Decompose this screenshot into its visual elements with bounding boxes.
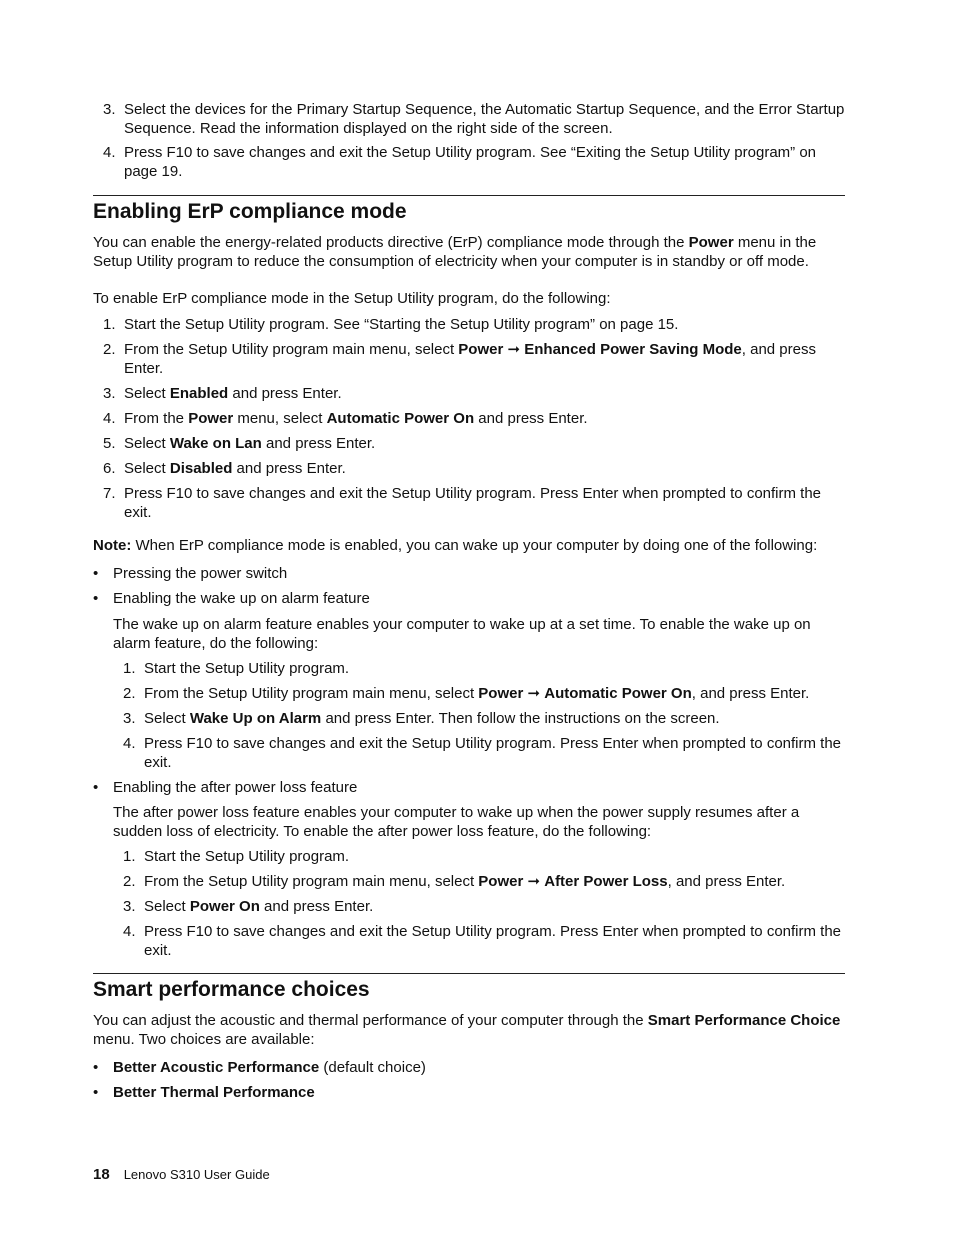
list-item: 4. Press F10 to save changes and exit the Setup Utility program. See “Exiting the Setup Utility program” on page 19. <box>103 144 817 180</box>
list-item: 5. Select Wake on Lan and press Enter. <box>103 435 376 452</box>
power-loss-section <box>93 803 845 960</box>
list-item-text: Press F10 to save changes and exit the Setup Utility program. See “Exiting the Setup Utility program” on page 19. <box>124 144 817 180</box>
section-divider <box>93 195 845 196</box>
arrow-icon: ➞ <box>527 685 541 702</box>
list-item: 3. Select Power On and press Enter. <box>123 898 374 915</box>
page-footer <box>93 1166 270 1183</box>
bullet-item: • Pressing the power switch <box>93 565 288 582</box>
document-page <box>93 100 845 1102</box>
bullet-icon: • <box>93 1059 99 1076</box>
bullet-item: • Better Thermal Performance <box>93 1084 315 1101</box>
list-item: 2. From the Setup Utility program main menu, select Power ➞ Automatic Power On, and press Enter. <box>123 685 810 702</box>
list-item: 2. From the Setup Utility program main menu, select Power ➞ After Power Loss, and press Enter. <box>123 873 786 890</box>
list-item: 3. Select the devices for the Primary Startup Sequence, the Automatic Startup Sequence, and the Error Startup Sequence. Read the information displayed on the right side of the screen. <box>103 101 845 137</box>
list-item: 1. Start the Setup Utility program. <box>123 848 350 865</box>
arrow-icon: ➞ <box>527 873 541 890</box>
section-divider <box>93 973 845 974</box>
smart-intro: You can adjust the acoustic and thermal performance of your computer through the Smart Performance Choice menu. Two choices are available: <box>93 1012 841 1048</box>
erp-intro: You can enable the energy-related products directive (ErP) compliance mode through the Power menu in the Setup Utility program to reduce the consumption of electricity when your computer is in standby or off mode. <box>93 234 817 270</box>
section-heading-smart: Smart performance choices <box>93 978 370 1001</box>
list-item: 1. Start the Setup Utility program. See “Starting the Setup Utility program” on page 15. <box>103 316 679 333</box>
note: Note: When ErP compliance mode is enabled, you can wake up your computer by doing one of the following: <box>93 537 818 554</box>
power-loss-description: The after power loss feature enables your computer to wake up when the power supply resumes after a sudden loss of electricity. To enable the after power loss feature, do the following: <box>113 804 800 840</box>
bullet-icon: • <box>93 565 99 582</box>
list-item: 1. Start the Setup Utility program. <box>123 660 350 677</box>
page-number: 18 <box>93 1166 110 1183</box>
alarm-description: The wake up on alarm feature enables your computer to wake up at a set time. To enable the wake up on alarm feature, do the following: <box>113 616 811 652</box>
bullet-icon: • <box>93 779 99 796</box>
list-item: 6. Select Disabled and press Enter. <box>103 460 346 477</box>
bullet-icon: • <box>93 1084 99 1101</box>
list-item: 4. Press F10 to save changes and exit the Setup Utility program. Press Enter when prompted to confirm the exit. <box>123 735 842 771</box>
list-item: 3. Select Wake Up on Alarm and press Enter. Then follow the instructions on the screen. <box>123 710 720 727</box>
alarm-section <box>93 615 845 772</box>
bullet-item: • Enabling the wake up on alarm feature <box>93 590 370 607</box>
footer-title: Lenovo S310 User Guide <box>123 1167 270 1182</box>
bullet-icon: • <box>93 590 99 607</box>
section-heading-erp: Enabling ErP compliance mode <box>93 200 407 223</box>
list-item: 4. From the Power menu, select Automatic Power On and press Enter. <box>103 410 588 427</box>
erp-lead: To enable ErP compliance mode in the Setup Utility program, do the following: <box>93 290 611 307</box>
bullet-item: • Better Acoustic Performance (default choice) <box>93 1059 426 1076</box>
list-item: 3. Select Enabled and press Enter. <box>103 385 342 402</box>
list-item-text: Select the devices for the Primary Startup Sequence, the Automatic Startup Sequence, and the Error Startup Sequence. Read the information displayed on the right side of the screen. <box>124 101 845 137</box>
list-item: 2. From the Setup Utility program main menu, select Power ➞ Enhanced Power Saving Mode, and press Enter. <box>103 341 816 377</box>
list-item: 7. Press F10 to save changes and exit the Setup Utility program. Press Enter when prompted to confirm the exit. <box>103 485 822 521</box>
list-item: 4. Press F10 to save changes and exit the Setup Utility program. Press Enter when prompted to confirm the exit. <box>123 923 842 959</box>
arrow-icon: ➞ <box>507 341 521 358</box>
bullet-item: • Enabling the after power loss feature <box>93 779 358 796</box>
